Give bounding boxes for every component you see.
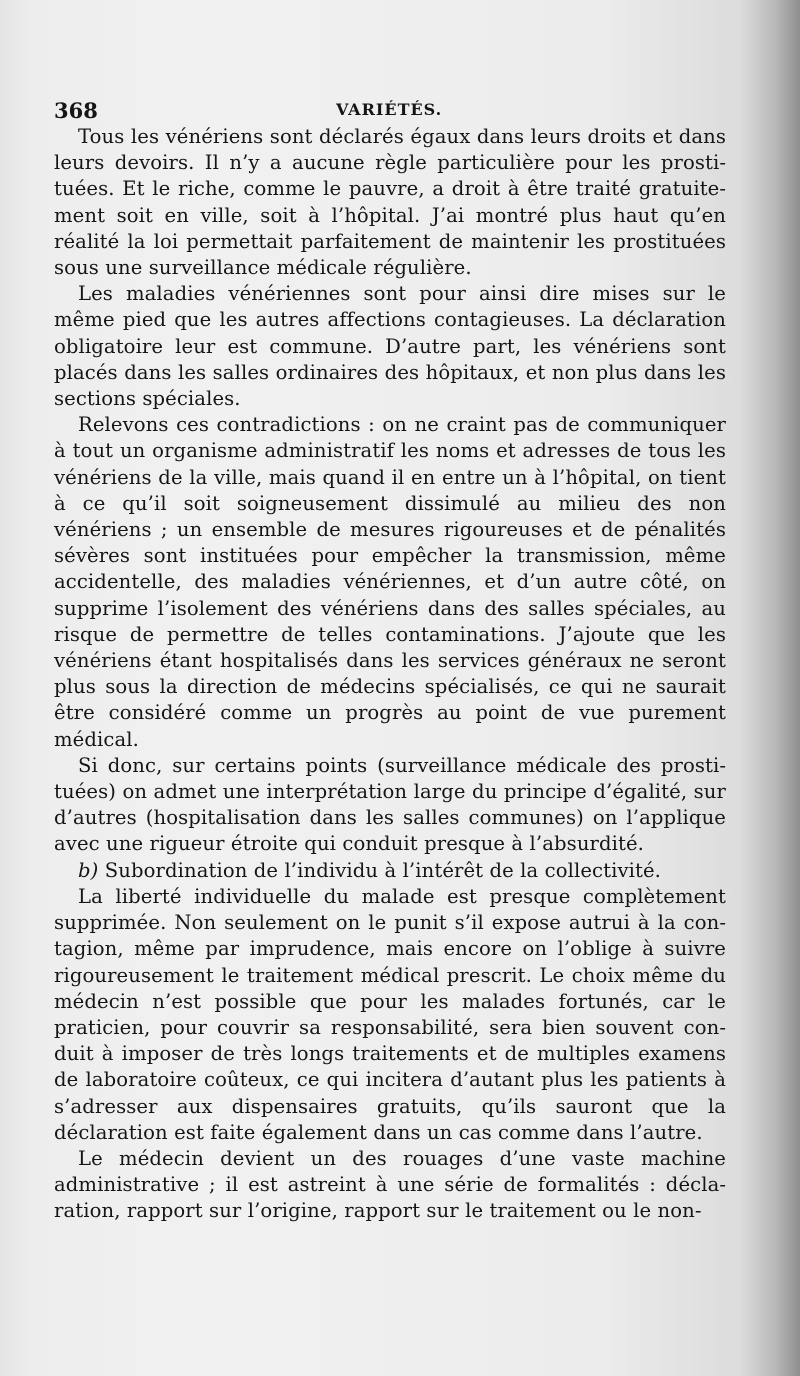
paragraph-equal-rights: Tous les vénériens sont déclarés égaux dans leurs droits et dans leurs devoirs. Il n’y a aucune règle particulière pour les prostituées. Et le riche, comme le pauvre, a droit à être traité gratuitement soit en ville, soit à l’hôpital. J’ai montré plus haut qu’en réalité la loi permettait parfaitement de maintenir les prostituées sous une surveillance médicale régulière. (54, 125, 726, 280)
subsection-heading (54, 858, 726, 884)
paragraph-equality-interpretation: Si donc, sur certains points (surveillance médicale des prostituées) on admet une interprétation large du principe d’égalité, sur d’autres (hospitalisation dans les salles communes) on l’applique avec une rigueur étroite qui conduit presque à l’absurdité. (54, 753, 726, 856)
running-header (54, 94, 726, 124)
section-title: VARIÉTÉS. (336, 100, 443, 119)
subsection-title: Subordination de l’individu à l’intérêt de la collectivité. (104, 858, 661, 882)
paragraph-contagious-diseases: Les maladies vénériennes sont pour ainsi dire mises sur le même pied que les autres affections contagieuses. La déclaration obligatoire leur est commune. D’autre part, les vénériens sont placés dans les salles ordinaires des hôpitaux, et non plus dans les sections spéciales. (54, 282, 726, 411)
book-page (54, 94, 726, 1225)
body-text (54, 124, 726, 1225)
paragraph-contradictions: Relevons ces contradictions : on ne craint pas de communiquer à tout un organisme administratif les noms et adresses de tous les vénériens de la ville, mais quand il en entre un à l’hôpital, on tient à ce qu’il soit soigneusement dissimulé au milieu des non vénériens ; un ensemble de mesures rigoureuses et de pénalités sévères sont instituées pour empêcher la transmission, même accidentelle, des maladies vénériennes, et d’un autre côté, on supprime l’isolement des vénériens dans des salles spéciales, au risque de permettre de telles contaminations. J’ajoute que les vénériens étant hospitalisés dans les services généraux ne seront plus sous la direction de médecins spécialisés, ce qui ne saurait être considéré comme un progrès au point de vue purement médical. (54, 413, 726, 751)
paragraph-individual-liberty: La liberté individuelle du malade est presque complètement supprimée. Non seulement on le punit s’il expose autrui à la contagion, même par imprudence, mais encore on l’oblige à suivre rigoureusement le traitement médical prescrit. Le choix même du médecin n’est possible que pour les malades fortunés, car le praticien, pour couvrir sa responsabilité, sera bien souvent conduit à imposer de très longs traitements et de multiples examens de laboratoire coûteux, ce qui incitera d’autant plus les patients à s’adresser aux dispensaires gratuits, qu’ils sauront que la déclaration est faite également dans un cas comme dans l’autre. (54, 884, 726, 1144)
paragraph-physician-role: Le médecin devient un des rouages d’une vaste machine administrative ; il est astreint à une série de formalités : déclaration, rapport sur l’origine, rapport sur le traitement ou le non- (54, 1146, 726, 1223)
page-number: 368 (54, 98, 98, 123)
subsection-label: b) (78, 858, 99, 882)
